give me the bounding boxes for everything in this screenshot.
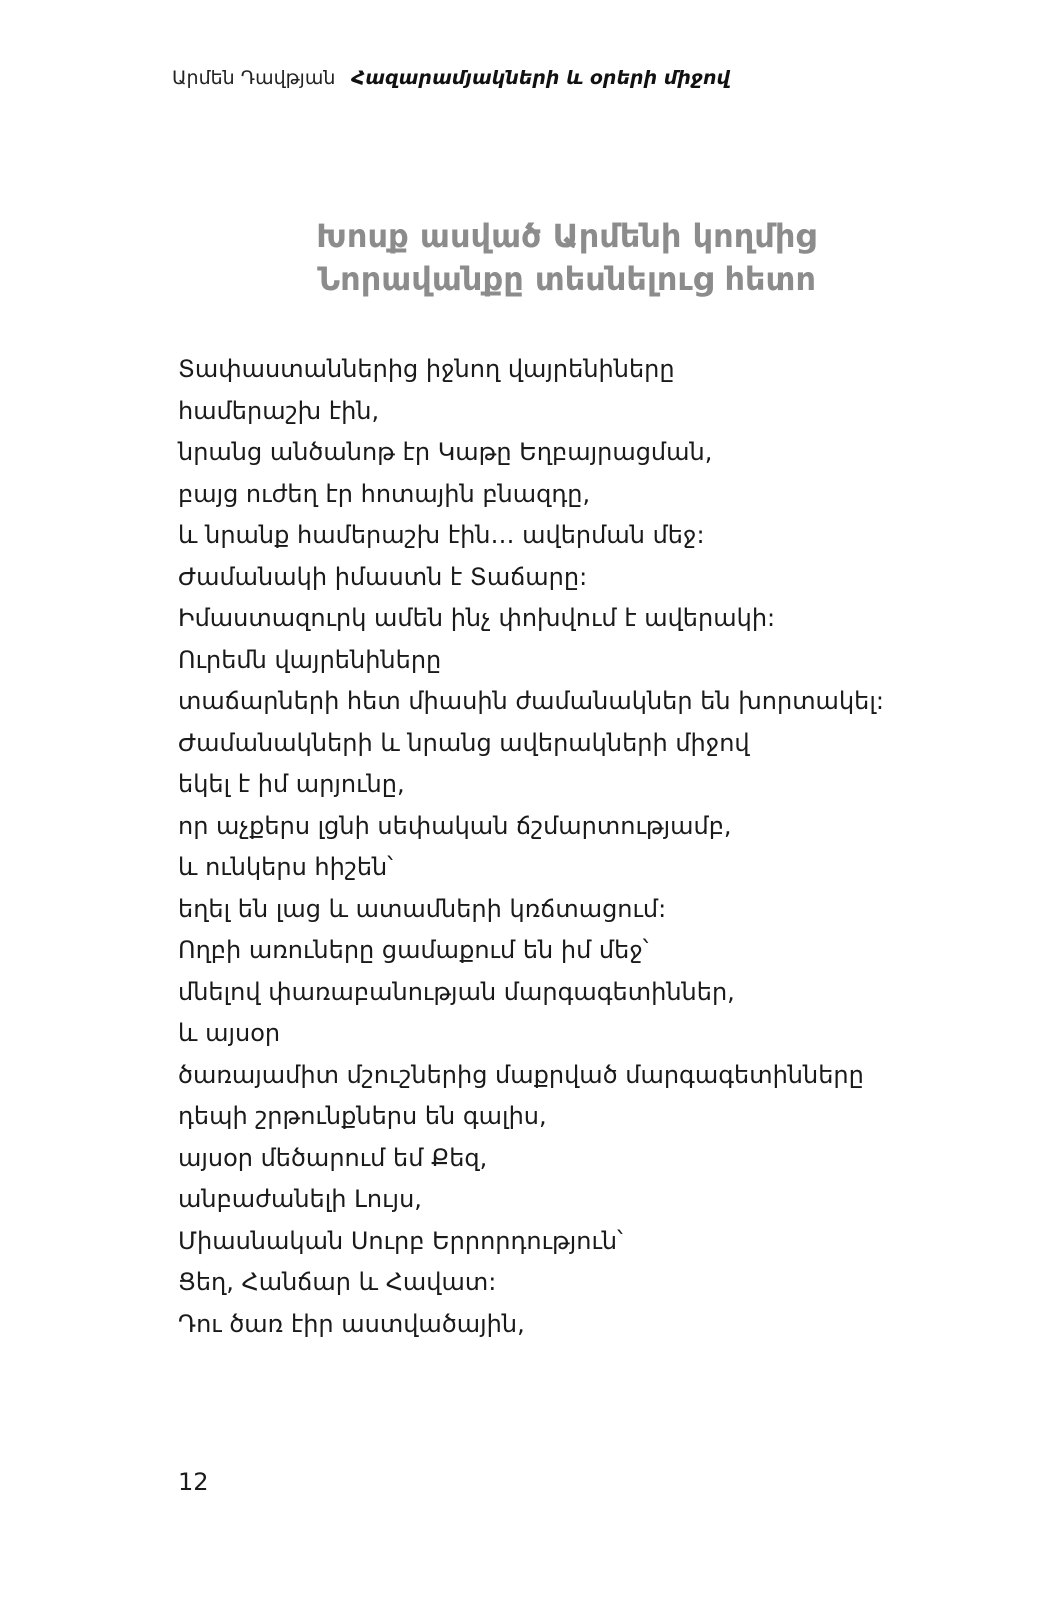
poem-line: և այսօր [178,1019,281,1047]
poem-line: ծառայամիտ մշուշներից մաքրված մարգագետինները [178,1060,864,1089]
poem-line: համերաշխ էին, [178,396,380,425]
poem-line: որ աչքերս լցնի սեփական ճշմարտությամբ, [178,811,732,840]
running-head [172,66,730,90]
poem-line: եղել են լաց և ատամների կռճտացում: [178,894,667,923]
page-number: 12 [178,1468,209,1496]
poem-line: Միասնական Սուրբ Երրորդություն՝ [178,1226,623,1255]
poem-line: և ունկերս հիշեն՝ [178,853,393,881]
poem-line: Ողբի առուները ցամաքում են իմ մեջ՝ [178,936,649,964]
poem-line: Ցեղ, Հանճար և Հավատ: [178,1268,497,1296]
poem-line: մնելով փառաբանության մարգագետիններ, [178,977,735,1006]
poem-line: այսօր մեծարում եմ Քեզ, [178,1143,488,1172]
poem-body [178,349,884,1345]
poem-line: Դու ծառ էիր աստվածային, [178,1309,525,1338]
poem-line: Ժամանակների և նրանց ավերակների միջով [178,728,750,757]
poem-line: և նրանք համերաշխ էին… ավերման մեջ: [178,521,705,549]
poem-line: Ուրեմն վայրենիները [178,645,442,674]
poem-title-line-1: Խոսք ասված Արմենի կողմից [316,217,816,255]
poem-line: Ժամանակի իմաստն է Տաճարը: [178,562,588,591]
running-head-author: Արմեն Դավթյան [172,67,336,89]
poem-line: բայց ուժեղ էր հոտային բնազդը, [178,479,591,508]
poem-line: Տափաստաններից իջնող վայրենիները [178,355,675,383]
poem-line: տաճարների հետ միասին ժամանակներ են խորտակել: [178,687,884,715]
poem-line: Իմաստազուրկ ամեն ինչ փոխվում է ավերակի: [178,604,776,632]
poem-line: նրանց անծանոթ էր Կաթը Եղբայրացման, [178,438,713,466]
poem-title-line-2: Նորավանքը տեսնելուց հետո [317,260,816,298]
poem-line: անբաժանելի Լույս, [178,1185,422,1213]
poem-line: եկել է իմ արյունը, [178,770,405,798]
poem-title [172,215,816,301]
poem-line: դեպի շրթունքներս են գալիս, [178,1102,547,1130]
running-head-book-title: Հազարամյակների և օրերի միջով [351,67,731,89]
